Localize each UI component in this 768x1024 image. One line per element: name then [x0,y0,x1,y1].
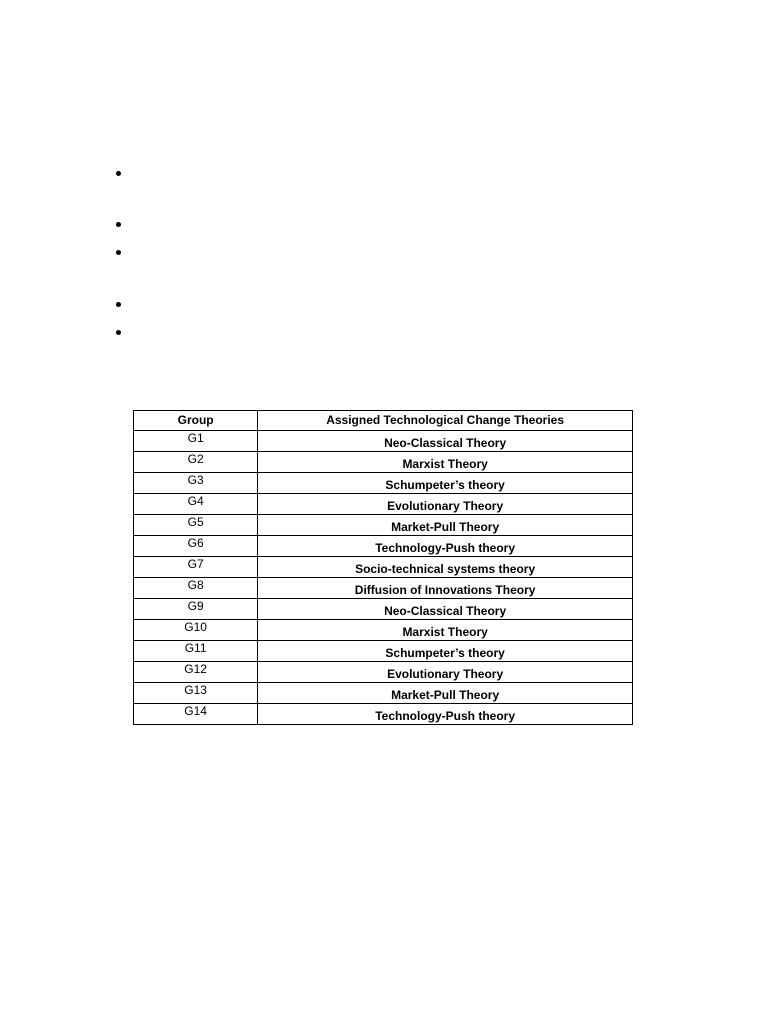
group-cell: G14 [134,704,258,725]
theory-cell: Market-Pull Theory [258,683,633,704]
table-row [134,683,633,704]
table-header-row [134,411,633,431]
theory-cell: Marxist Theory [258,620,633,641]
table-row [134,641,633,662]
theory-cell: Neo-Classical Theory [258,431,633,452]
group-cell: G3 [134,473,258,494]
group-column-header: Group [134,411,258,431]
table-row [134,473,633,494]
table-row [134,704,633,725]
theory-cell: Market-Pull Theory [258,515,633,536]
table-row [134,515,633,536]
group-cell: G2 [134,452,258,473]
theory-cell: Diffusion of Innovations Theory [258,578,633,599]
theory-cell: Schumpeter’s theory [258,473,633,494]
theory-cell: Socio-technical systems theory [258,557,633,578]
group-cell: G11 [134,641,258,662]
group-cell: G12 [134,662,258,683]
group-cell: G4 [134,494,258,515]
bullet-point [116,171,121,176]
theory-cell: Schumpeter’s theory [258,641,633,662]
table-row [134,452,633,473]
group-cell: G1 [134,431,258,452]
table-row [134,431,633,452]
table-row [134,536,633,557]
group-cell: G5 [134,515,258,536]
table-row [134,494,633,515]
theory-cell: Neo-Classical Theory [258,599,633,620]
table-row [134,599,633,620]
group-cell: G7 [134,557,258,578]
bullet-point [116,302,121,307]
table-row [134,557,633,578]
bullet-point [116,222,121,227]
theory-cell: Evolutionary Theory [258,662,633,683]
table-row [134,578,633,599]
theory-cell: Evolutionary Theory [258,494,633,515]
table-row [134,620,633,641]
bullet-point [116,330,121,335]
theory-cell: Marxist Theory [258,452,633,473]
group-cell: G10 [134,620,258,641]
theory-column-header: Assigned Technological Change Theories [258,411,633,431]
table-row [134,662,633,683]
group-cell: G9 [134,599,258,620]
group-cell: G6 [134,536,258,557]
theory-cell: Technology-Push theory [258,536,633,557]
group-cell: G8 [134,578,258,599]
bullet-point [116,250,121,255]
group-cell: G13 [134,683,258,704]
theory-cell: Technology-Push theory [258,704,633,725]
theory-assignment-table [133,410,633,725]
